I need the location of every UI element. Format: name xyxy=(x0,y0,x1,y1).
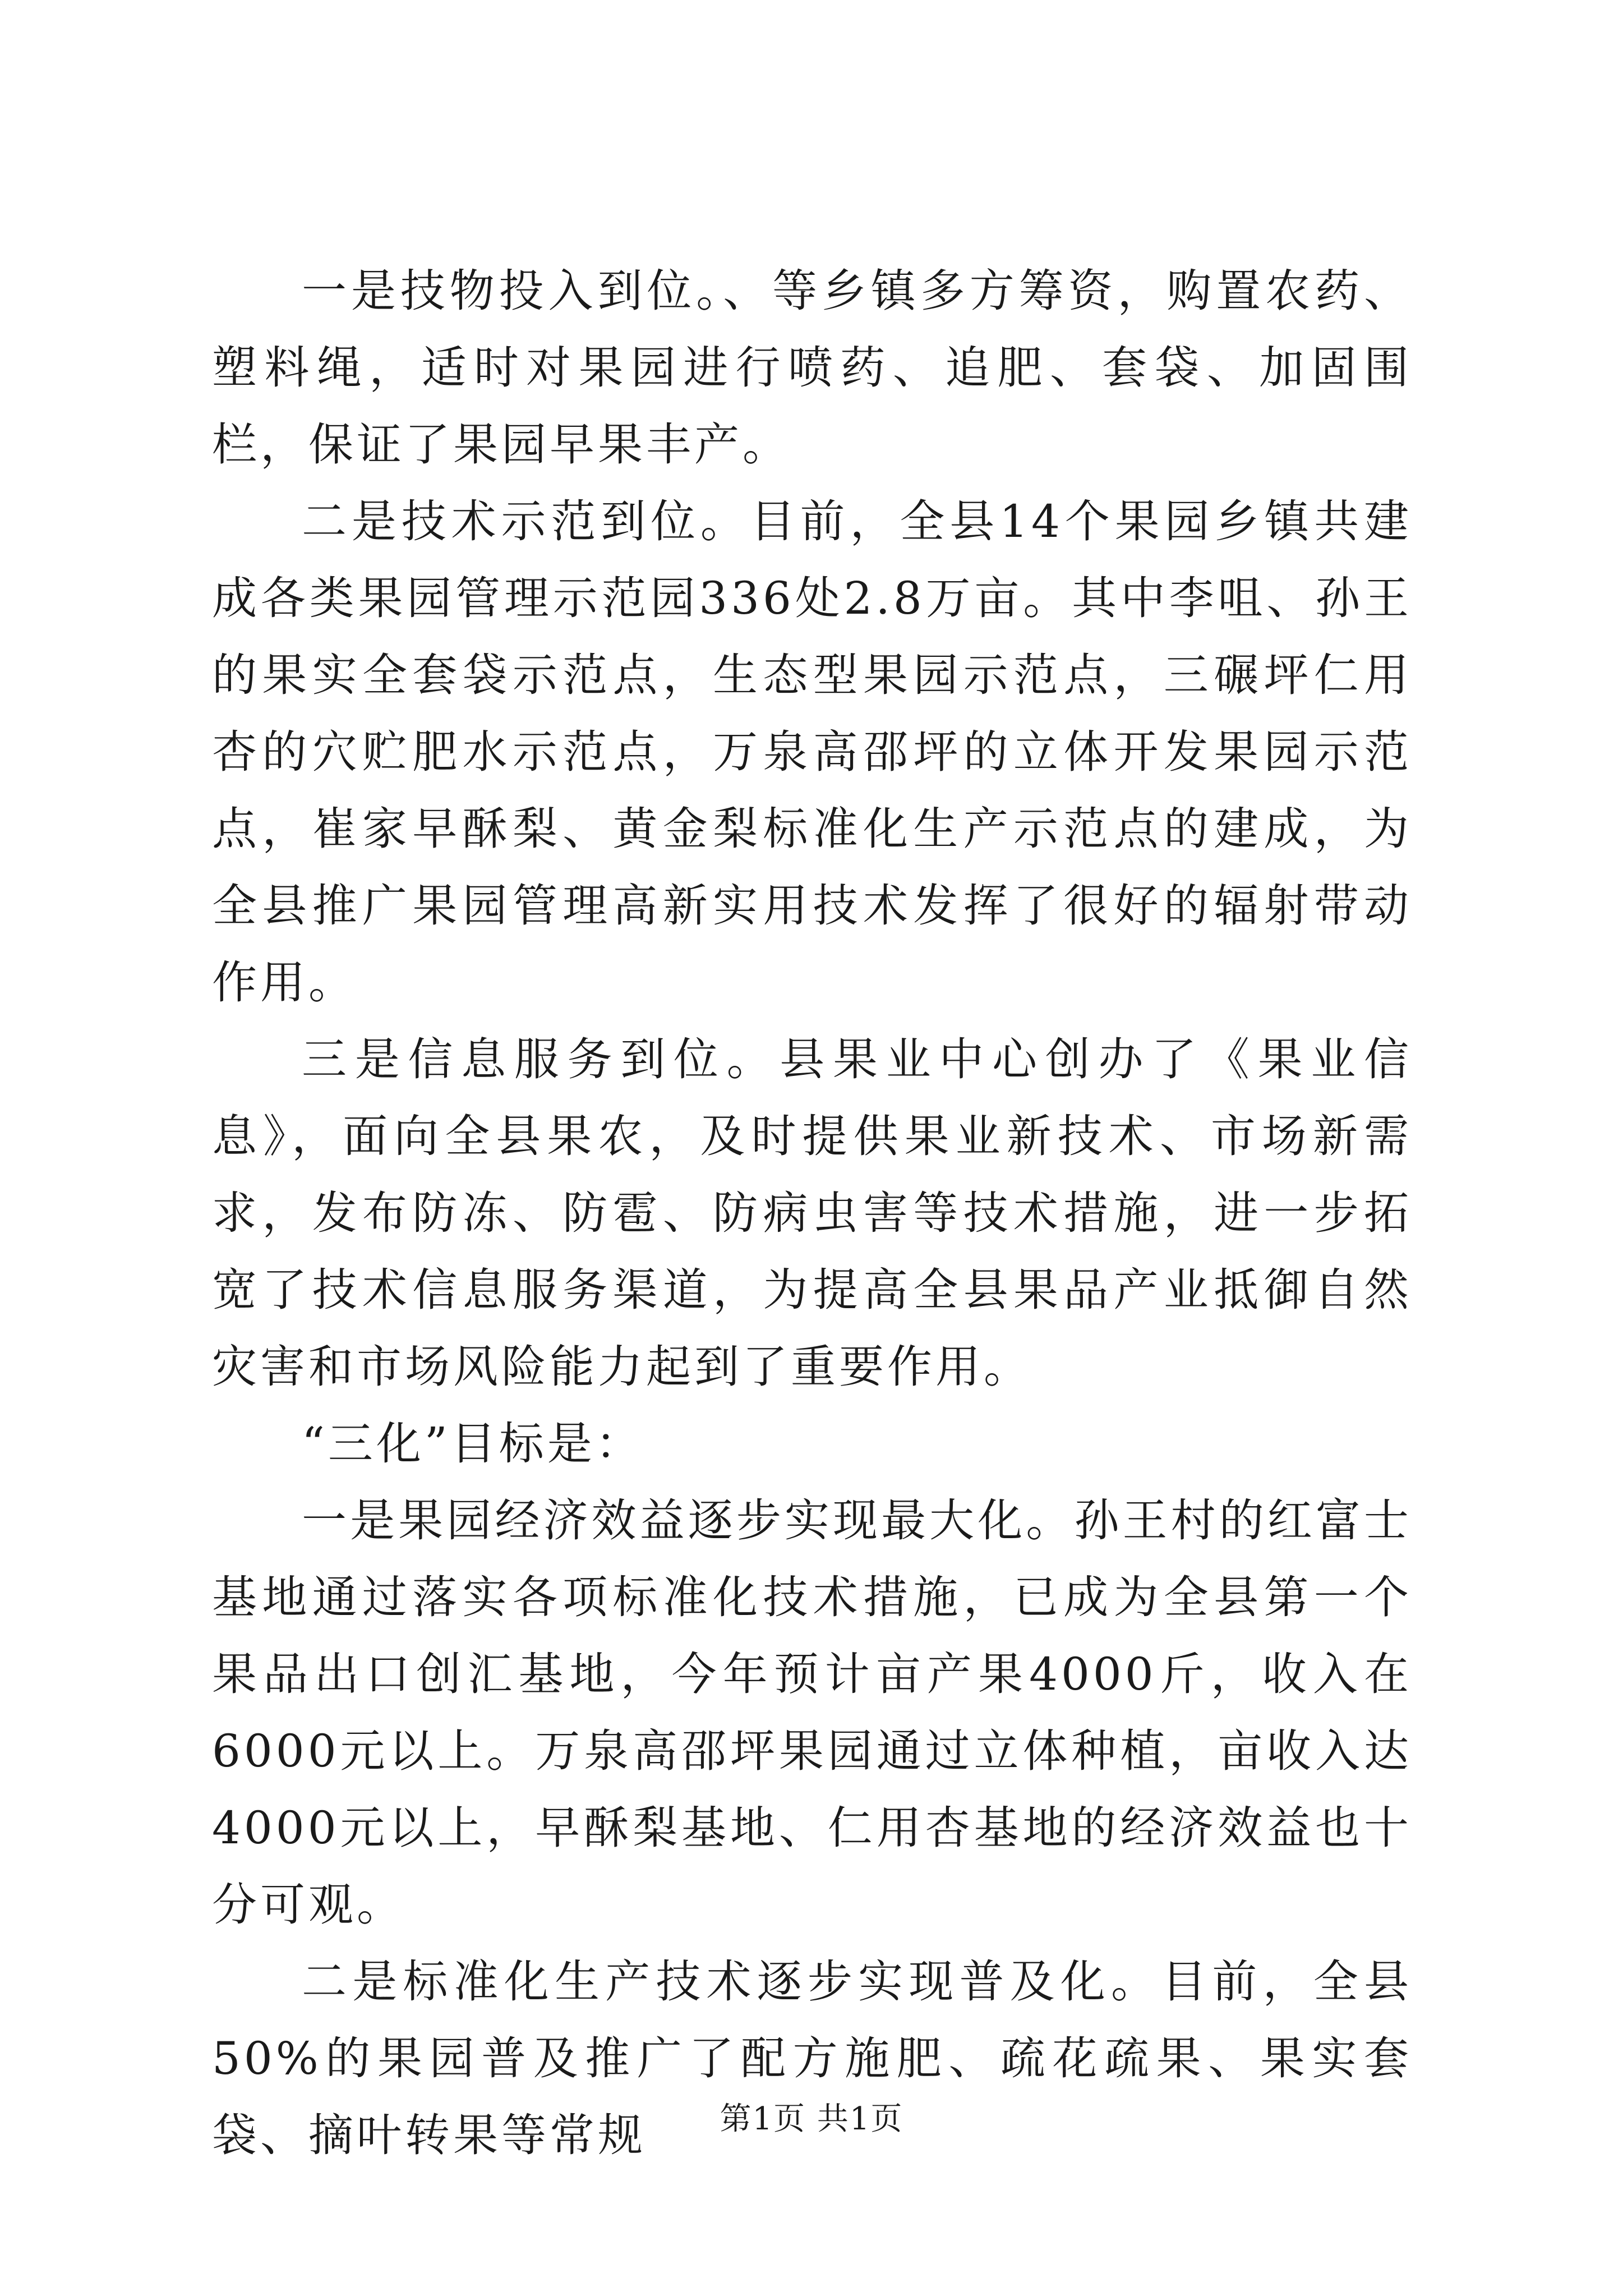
paragraph: 二是标准化生产技术逐步实现普及化。目前，全县50%的果园普及推广了配方施肥、疏花疏果、果实套袋、摘叶转果等常规 xyxy=(212,1955,1412,2161)
paragraph: 三是信息服务到位。县果业中心创办了《果业信息》，面向全县果农，及时提供果业新技术、市场新需求，发布防冻、防雹、防病虫害等技术措施，进一步拓宽了技术信息服务渠道，为提高全县果品产业抵御自然灾害和市场风险能力起到了重要作用。 xyxy=(212,1033,1412,1393)
paragraph: 一是技物投入到位。、等乡镇多方筹资，购置农药、塑料绳，适时对果园进行喷药、追肥、套袋、加固围栏，保证了果园早果丰产。 xyxy=(212,265,1412,471)
page-footer: 第1页 共1页 xyxy=(720,2101,903,2137)
paragraph: 一是果园经济效益逐步实现最大化。孙王村的红富士基地通过落实各项标准化技术措施，已成为全县第一个果品出口创汇基地，今年预计亩产果4000斤，收入在6000元以上。万泉高邵坪果园通过立体种植，亩收入达4000元以上，早酥梨基地、仁用杏基地的经济效益也十分可观。 xyxy=(212,1494,1412,1931)
paragraph: 二是技术示范到位。目前，全县14个果园乡镇共建成各类果园管理示范园336处2.8万亩。其中李咀、孙王的果实全套袋示范点，生态型果园示范点，三碾坪仁用杏的穴贮肥水示范点，万泉高邵坪的立体开发果园示范点，崔家早酥梨、黄金梨标准化生产示范点的建成，为全县推广果园管理高新实用技术发挥了很好的辐射带动作用。 xyxy=(212,495,1412,1009)
document-body xyxy=(212,252,1412,2174)
paragraph: “三化”目标是： xyxy=(302,1418,644,1470)
